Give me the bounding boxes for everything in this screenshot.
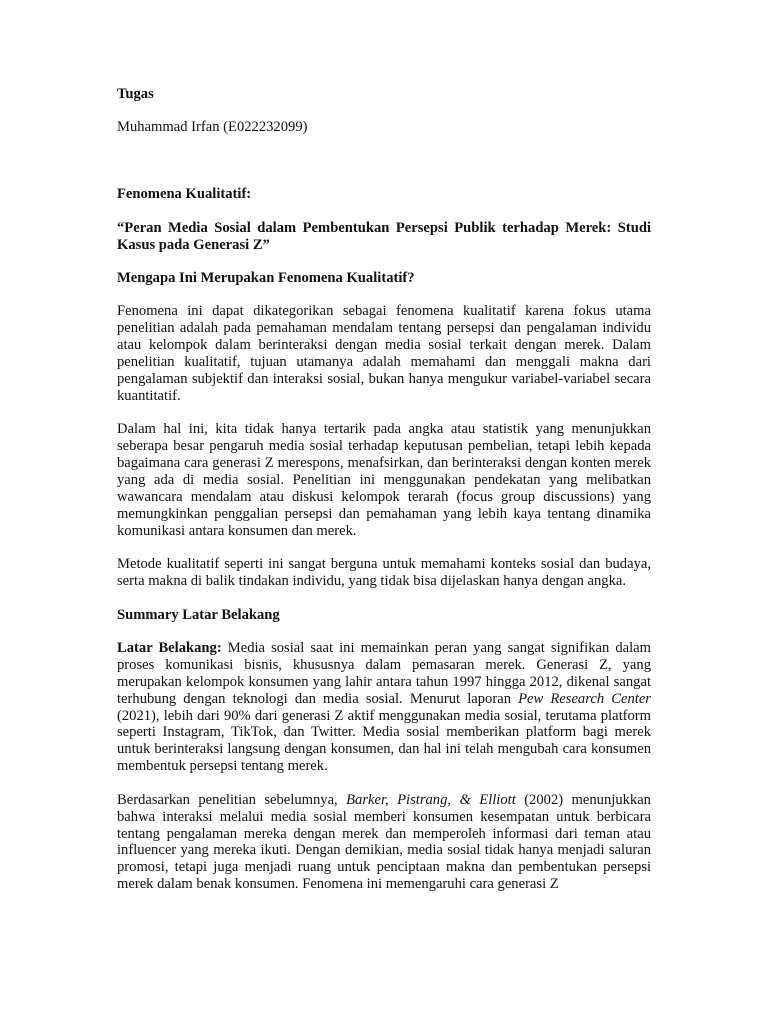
paragraph-5-citation: Barker, Pistrang, & Elliott [346, 791, 516, 808]
paragraph-4-lead: Latar Belakang: [117, 639, 222, 656]
paragraph-4-text-a: Media sosial saat ini memainkan peran yang sangat signifikan dalam proses komunikasi bisnis, khususnya dalam pemasaran merek. Generasi Z, yang merupakan kelompok konsumen yang lahir antara tahun 1997 hingga 2012, dikenal sangat terhubung dengan teknologi dan media sosial. Menurut laporan [117, 639, 651, 707]
paragraph-1: Fenomena ini dapat dikategorikan sebagai fenomena kualitatif karena fokus utama penelitian adalah pada pemahaman mendalam tentang persepsi dan pengalaman individu atau kelompok dalam berinteraksi dengan media sosial terkait dengan merek. Dalam penelitian kualitatif, tujuan utamanya adalah memahami dan menggali makna dari pengalaman subjektif dan interaksi sosial, bukan hanya mengukur variabel-variabel secara kuantitatif. [117, 303, 651, 404]
research-title: “Peran Media Sosial dalam Pembentukan Persepsi Publik terhadap Merek: Studi Kasus pada Generasi Z” [117, 219, 651, 253]
paragraph-4-source: Pew Research Center [518, 690, 651, 707]
paragraph-4-text-b: (2021), lebih dari 90% dari generasi Z aktif menggunakan media sosial, terutama platform seperti Instagram, TikTok, dan Twitter. Media sosial memberikan platform bagi merek untuk berinteraksi langsung dengan konsumen, dan hal ini telah mengubah cara konsumen membentuk persepsi tentang merek. [117, 707, 651, 775]
question-heading: Mengapa Ini Merupakan Fenomena Kualitatif? [117, 270, 415, 287]
document-page [117, 86, 651, 893]
paragraph-3: Metode kualitatif seperti ini sangat berguna untuk memahami konteks sosial dan budaya, serta makna di balik tindakan individu, yang tidak bisa dijelaskan hanya dengan angka. [117, 556, 651, 590]
paragraph-5-text-b: (2002) menunjukkan bahwa interaksi melalui media sosial memberi konsumen kesempatan untuk berbicara tentang pengalaman mereka dengan merek dan memperoleh informasi dari teman atau influencer yang mereka ikuti. Dengan demikian, media sosial tidak hanya menjadi saluran promosi, tetapi juga menjadi ruang untuk penciptaan makna dan pembentukan persepsi merek dalam benak konsumen. Fenomena ini memengaruhi cara generasi Z [117, 791, 651, 893]
section-heading-fenomena: Fenomena Kualitatif: [117, 186, 252, 203]
paragraph-4 [117, 640, 651, 775]
paragraph-2: Dalam hal ini, kita tidak hanya tertarik pada angka atau statistik yang menunjukkan seberapa besar pengaruh media sosial terhadap keputusan pembelian, tetapi lebih kepada bagaimana cara generasi Z merespons, menafsirkan, dan berinteraksi dengan konten merek yang ada di media sosial. Penelitian ini menggunakan pendekatan yang melibatkan wawancara mendalam atau diskusi kelompok terarah (focus group discussions) yang memungkinkan penggalian persepsi dan pemahaman yang lebih kaya tentang dinamika komunikasi antara konsumen dan merek. [117, 421, 651, 539]
paragraph-5 [117, 792, 651, 893]
doc-label: Tugas [117, 86, 154, 102]
paragraph-5-text-a: Berdasarkan penelitian sebelumnya, [117, 791, 347, 808]
section-heading-summary: Summary Latar Belakang [117, 606, 280, 623]
author-line: Muhammad Irfan (E022232099) [117, 119, 308, 136]
